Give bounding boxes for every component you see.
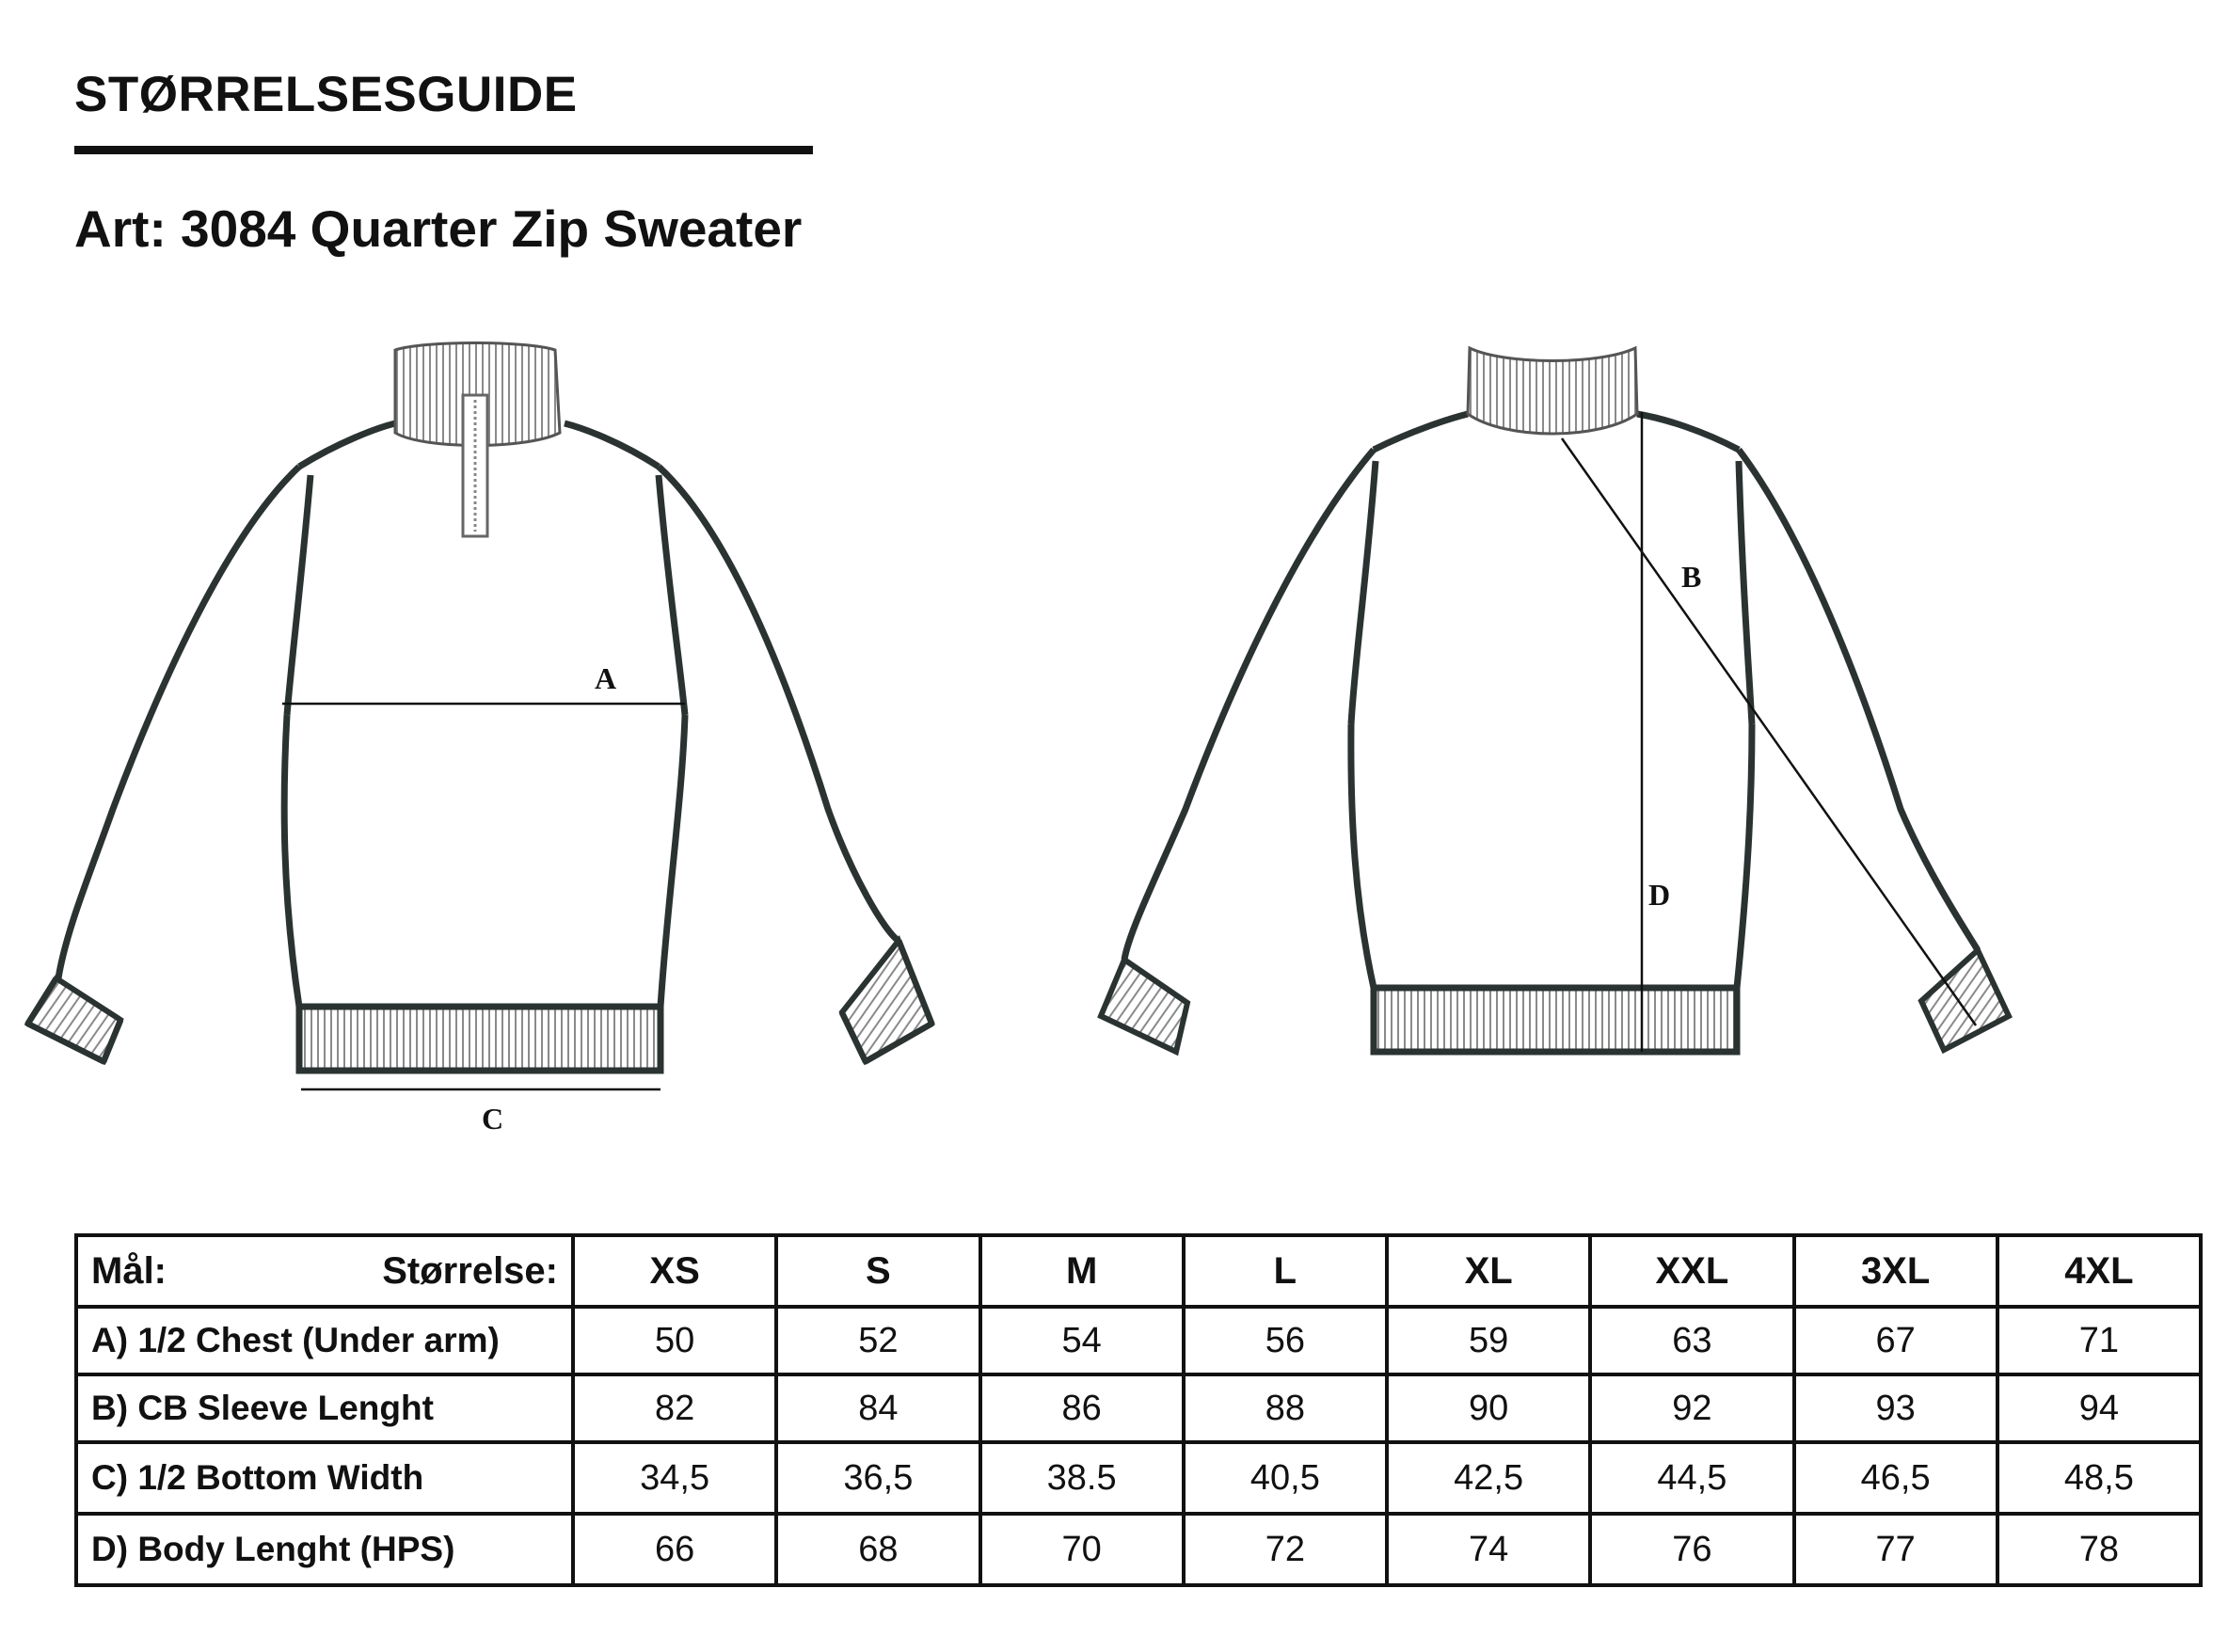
table-cell: 77 xyxy=(1794,1514,1997,1585)
sweater-illustration xyxy=(0,320,2228,1167)
table-cell: 67 xyxy=(1794,1307,1997,1374)
header-label-cell xyxy=(76,1235,573,1307)
table-cell: 92 xyxy=(1590,1374,1793,1442)
table-cell: 56 xyxy=(1184,1307,1387,1374)
label-b: B xyxy=(1681,560,1702,594)
size-header: XL xyxy=(1387,1235,1590,1307)
row-label: A) 1/2 Chest (Under arm) xyxy=(76,1307,573,1374)
table-header-row xyxy=(76,1235,2201,1307)
title-underline xyxy=(74,146,813,154)
size-header: M xyxy=(980,1235,1184,1307)
size-header: S xyxy=(776,1235,979,1307)
table-cell: 48,5 xyxy=(1997,1442,2201,1514)
size-header: L xyxy=(1184,1235,1387,1307)
size-header: XXL xyxy=(1590,1235,1793,1307)
row-label: D) Body Lenght (HPS) xyxy=(76,1514,573,1585)
label-a: A xyxy=(595,661,617,695)
table-cell: 63 xyxy=(1590,1307,1793,1374)
label-d: D xyxy=(1648,878,1671,912)
table-cell: 76 xyxy=(1590,1514,1793,1585)
guide-title: STØRRELSESGUIDE xyxy=(74,67,578,122)
table-cell: 94 xyxy=(1997,1374,2201,1442)
size-table xyxy=(74,1233,2203,1587)
table-cell: 82 xyxy=(573,1374,776,1442)
article-title: Art: 3084 Quarter Zip Sweater xyxy=(74,199,803,258)
table-cell: 40,5 xyxy=(1184,1442,1387,1514)
header-measure: Mål: xyxy=(91,1249,167,1292)
table-cell: 46,5 xyxy=(1794,1442,1997,1514)
table-cell: 86 xyxy=(980,1374,1184,1442)
size-header: 3XL xyxy=(1794,1235,1997,1307)
table-cell: 59 xyxy=(1387,1307,1590,1374)
table-cell: 71 xyxy=(1997,1307,2201,1374)
table-cell: 34,5 xyxy=(573,1442,776,1514)
size-header: 4XL xyxy=(1997,1235,2201,1307)
row-label: B) CB Sleeve Lenght xyxy=(76,1374,573,1442)
header-size: Størrelse: xyxy=(382,1249,558,1292)
table-row xyxy=(76,1442,2201,1514)
sweater-back xyxy=(1124,414,1978,1052)
row-label: C) 1/2 Bottom Width xyxy=(76,1442,573,1514)
table-cell: 88 xyxy=(1184,1374,1387,1442)
table-cell: 50 xyxy=(573,1307,776,1374)
table-cell: 70 xyxy=(980,1514,1184,1585)
size-header: XS xyxy=(573,1235,776,1307)
table-cell: 66 xyxy=(573,1514,776,1585)
table-row xyxy=(76,1307,2201,1374)
table-cell: 52 xyxy=(776,1307,979,1374)
label-c: C xyxy=(482,1102,504,1136)
table-cell: 78 xyxy=(1997,1514,2201,1585)
table-cell: 42,5 xyxy=(1387,1442,1590,1514)
table-row xyxy=(76,1374,2201,1442)
table-cell: 54 xyxy=(980,1307,1184,1374)
table-row xyxy=(76,1514,2201,1585)
table-cell: 38.5 xyxy=(980,1442,1184,1514)
table-cell: 68 xyxy=(776,1514,979,1585)
table-cell: 36,5 xyxy=(776,1442,979,1514)
table-cell: 84 xyxy=(776,1374,979,1442)
table-cell: 90 xyxy=(1387,1374,1590,1442)
table-cell: 72 xyxy=(1184,1514,1387,1585)
table-cell: 44,5 xyxy=(1590,1442,1793,1514)
table-cell: 93 xyxy=(1794,1374,1997,1442)
table-cell: 74 xyxy=(1387,1514,1590,1585)
